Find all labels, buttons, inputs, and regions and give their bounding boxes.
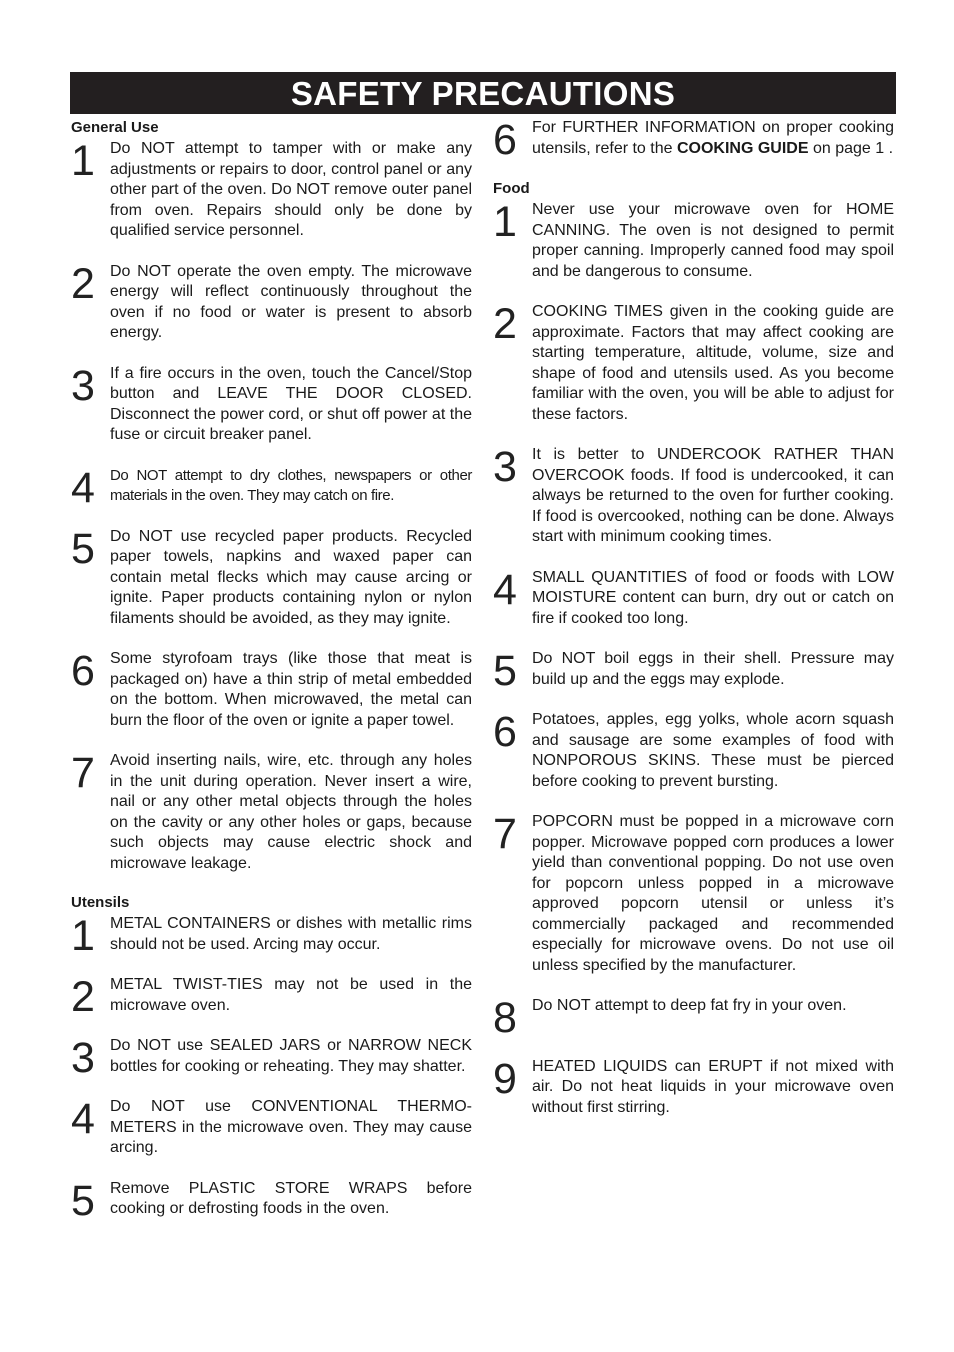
general-item-1 (71, 139, 472, 242)
item-number: 9 (493, 1054, 517, 1103)
item-number: 1 (71, 912, 95, 960)
section-heading-food: Food (493, 180, 530, 197)
general-item-6 (71, 649, 472, 731)
utensils-item-2 (71, 973, 472, 1021)
food-item-4 (493, 565, 894, 630)
food-item-7 (493, 812, 894, 976)
item-text: Do NOT attempt to tamper with or make any adjustments or repairs to door, control panel or any other part of the oven. Do NOT remove outer panel from oven. Repairs should only be done by qualified service personnel. (110, 140, 472, 239)
utensils-item-1 (71, 912, 472, 960)
food-item-5 (493, 647, 894, 695)
utensils-item-3 (71, 1034, 472, 1082)
item-number: 4 (493, 565, 517, 614)
item-text: If a fire occurs in the oven, touch the Cancel/Stop button and LEAVE THE DOOR CLOSED. Disconnect the power cord, or shut off power at the fuse or circuit breaker panel. (110, 364, 472, 443)
item-text: Do NOT use recycled paper products. Recycled paper towels, napkins and waxed paper can contain metal flecks which may cause arcing or ignite. Paper products containing nylon or nylon filaments should be avoided, as they may ignite. (110, 527, 472, 627)
item-number: 7 (493, 810, 517, 858)
food-item-6 (493, 710, 894, 792)
food-item-9 (493, 1054, 894, 1119)
item-text: Potatoes, apples, egg yolks, whole acorn squash and sausage are some examples of food with NONPOROUS SKINS. These must be pierced before cooking to prevent bursting. (532, 711, 894, 790)
item-number: 6 (493, 116, 517, 164)
cooking-guide-reference: COOKING GUIDE (676, 139, 809, 157)
general-item-2 (71, 259, 472, 344)
item-text: Do NOT boil eggs in their shell. Pressure may build up and the eggs may explode. (532, 650, 894, 688)
section-heading-general-use: General Use (71, 119, 159, 136)
item-number: 2 (71, 259, 95, 308)
item-text: Do NOT attempt to deep fat fry in your oven. (532, 997, 847, 1014)
item-text: Do NOT use CONVENTIONAL THERMO-METERS in the microwave oven. They may cause arcing. (110, 1098, 472, 1156)
item-text: Never use your microwave oven for HOME CANNING. The oven is not designed to permit proper canning. Improperly canned food may spoil and be dangerous to consume. (532, 201, 894, 280)
item-text: SMALL QUANTITIES of food or foods with LOW MOISTURE content can burn, dry out or catch on fire if cooked too long. (532, 568, 894, 627)
item-text: Do NOT use SEALED JARS or NARROW NECK bottles for cooking or reheating. They may shatter. (110, 1037, 472, 1075)
item-text: For FURTHER INFORMATION on proper cooking utensils, refer to the COOKING GUIDE on page 1 . (532, 119, 894, 157)
item-number: 2 (71, 973, 95, 1021)
page-title: SAFETY PRECAUTIONS (70, 72, 896, 114)
item-text: COOKING TIMES given in the cooking guide are approximate. Factors that may affect cooking are starting temperature, altitude, volume, size and shape of food and utensils used. As you become familiar with the oven, you will be able to adjust for these factors. (532, 303, 894, 423)
item-number: 3 (493, 443, 517, 491)
item-number: 5 (493, 647, 517, 695)
general-item-4 (71, 463, 472, 512)
item-number: 8 (493, 994, 517, 1042)
food-item-3 (493, 445, 894, 548)
utensils-item-4 (71, 1097, 472, 1159)
general-item-7 (71, 751, 472, 874)
item-number: 4 (71, 463, 95, 512)
item-number: 3 (71, 361, 95, 410)
item-text: Avoid inserting nails, wire, etc. through any holes in the unit during operation. Never insert a wire, nail or any other metal objects through the holes on the cavity or any other holes or gaps, because such objects may cause electric shock and microwave leakage. (110, 752, 472, 872)
item-number: 6 (493, 708, 517, 756)
utensils-item-6 (493, 116, 894, 164)
item-number: 5 (71, 1176, 95, 1225)
food-item-2 (493, 302, 894, 425)
general-item-3 (71, 361, 472, 446)
item-text: Some styrofoam trays (like those that meat is packaged on) have a thin strip of metal embedded on the bottom. When microwaved, the metal can burn the floor of the oven or ignite a paper towel. (110, 650, 472, 729)
item-text: METAL CONTAINERS or dishes with metallic rims should not be used. Arcing may occur. (110, 915, 472, 953)
right-column (493, 118, 894, 1118)
utensils-item-5 (71, 1176, 472, 1225)
item-text: Remove PLASTIC STORE WRAPS before cooking or defrosting foods in the oven. (110, 1179, 472, 1217)
item-number: 7 (71, 749, 95, 797)
item-text: Do NOT operate the oven empty. The microwave energy will reflect continuously throughout the oven if no food or water is present to absorb energy. (110, 262, 472, 341)
item-text: It is better to UNDERCOOK RATHER THAN OVERCOOK foods. If food is undercooked, it can always be returned to the oven for further cooking. If food is overcooked, nothing can be done. Always start with minimum cooking times. (532, 446, 894, 545)
item-number: 5 (71, 524, 95, 573)
item-text: METAL TWIST-TIES may not be used in the microwave oven. (110, 976, 472, 1014)
item-number: 3 (71, 1034, 95, 1082)
item-text: POPCORN must be popped in a microwave corn popper. Microwave popped corn produces a lower yield than conventional popping. Do not use oven for popcorn unless popped in a microwave approved popcorn utensil or unless it’s commercially packaged and recommended especially for microwave ovens. Do not use oil unless specified by the manufacturer. (532, 813, 894, 974)
item-number: 1 (493, 198, 517, 246)
left-column (71, 118, 472, 1225)
item-number: 6 (71, 647, 95, 695)
food-item-8 (493, 994, 894, 1042)
item-number: 2 (493, 300, 517, 348)
food-item-1 (493, 200, 894, 282)
section-heading-utensils: Utensils (71, 894, 130, 911)
item-text: Do NOT attempt to dry clothes, newspapers or other materials in the oven. They may catch on fire. (110, 466, 472, 504)
item-number: 4 (71, 1095, 95, 1143)
item-text: HEATED LIQUIDS can ERUPT if not mixed with air. Do not heat liquids in your microwave oven without first stirring. (532, 1057, 894, 1116)
general-item-5 (71, 524, 472, 630)
item-number: 1 (71, 137, 95, 185)
